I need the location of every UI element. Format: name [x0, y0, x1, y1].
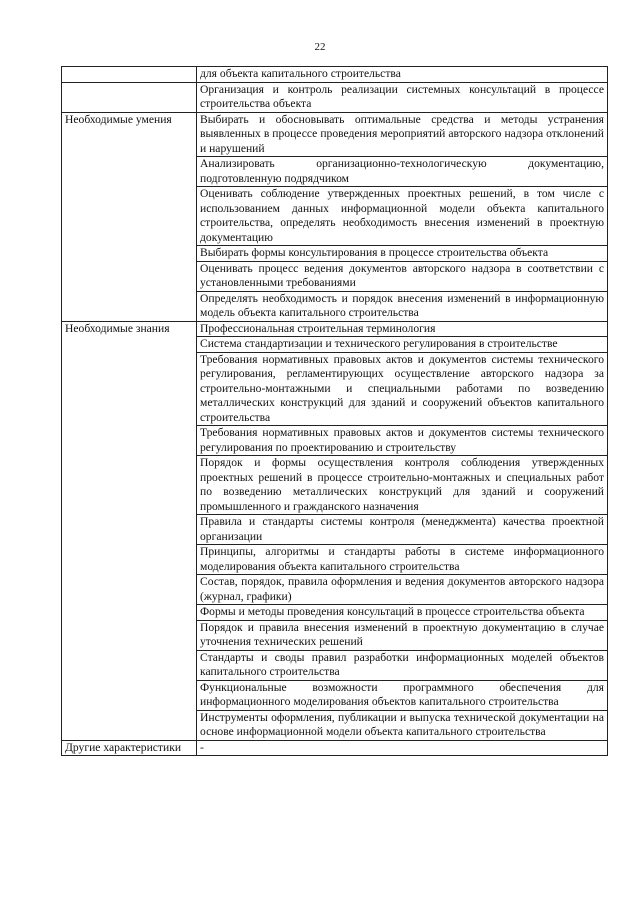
- knowledge-item: Профессиональная строительная терминология: [197, 321, 608, 337]
- competency-table: [61, 66, 608, 756]
- knowledge-item: Стандарты и своды правил разработки информационных моделей объектов капитального строительства: [197, 650, 608, 680]
- knowledge-item: Порядок и формы осуществления контроля соблюдения утвержденных проектных решений в процессе строительно-монтажных и специальных работ по возведению металлических конструкций для зданий и сооружений промышленного и гражданского назначения: [197, 456, 608, 515]
- knowledge-item: Порядок и правила внесения изменений в проектную документацию в случае уточнения технических решений: [197, 620, 608, 650]
- knowledge-item: Функциональные возможности программного обеспечения для информационного моделирования объектов капитального строительства: [197, 680, 608, 710]
- table-row: [62, 112, 608, 157]
- knowledge-item: Правила и стандарты системы контроля (менеджмента) качества проектной организации: [197, 515, 608, 545]
- table-row: [62, 740, 608, 756]
- skill-item: Анализировать организационно-технологическую документацию, подготовленную подрядчиком: [197, 157, 608, 187]
- knowledge-item: Требования нормативных правовых актов и документов системы технического регулирования, регламентирующих осуществление авторского надзора за строительно-монтажными и специальными работами по возведению металлических конструкций для зданий и сооружений объектов капитального строительства: [197, 352, 608, 426]
- empty-label-cell: [62, 82, 197, 112]
- other-value: -: [197, 740, 608, 756]
- skill-item: Оценивать соблюдение утвержденных проектных решений, в том числе с использованием данных информационной модели объекта капитального строительства, определять необходимость внесения изменений в проектную документацию: [197, 187, 608, 246]
- skill-item: Выбирать и обосновывать оптимальные средства и методы устранения выявленных в процессе проведения мероприятий авторского надзора отклонений и нарушений: [197, 112, 608, 157]
- empty-label-cell: [62, 67, 197, 83]
- skill-item: Выбирать формы консультирования в процессе строительства объекта: [197, 246, 608, 262]
- table-row: [62, 321, 608, 337]
- list-item: Организация и контроль реализации системных консультаций в процессе строительства объекта: [197, 82, 608, 112]
- knowledge-label: Необходимые знания: [62, 321, 197, 740]
- page-number: 22: [314, 41, 326, 53]
- table-row: [62, 67, 608, 83]
- knowledge-item: Система стандартизации и технического регулирования в строительстве: [197, 337, 608, 353]
- other-label: Другие характеристики: [62, 740, 197, 756]
- knowledge-item: Инструменты оформления, публикации и выпуска технической документации на основе информационной модели объекта капитального строительства: [197, 710, 608, 740]
- knowledge-item: Требования нормативных правовых актов и документов системы технического регулирования по проектированию и строительству: [197, 426, 608, 456]
- table-row: [62, 82, 608, 112]
- knowledge-item: Принципы, алгоритмы и стандарты работы в системе информационного моделирования объекта капитального строительства: [197, 545, 608, 575]
- skills-label: Необходимые умения: [62, 112, 197, 321]
- list-item: для объекта капитального строительства: [197, 67, 608, 83]
- skill-item: Определять необходимость и порядок внесения изменений в информационную модель объекта капитального строительства: [197, 291, 608, 321]
- knowledge-item: Состав, порядок, правила оформления и ведения документов авторского надзора (журнал, графики): [197, 575, 608, 605]
- skill-item: Оценивать процесс ведения документов авторского надзора в соответствии с установленными требованиями: [197, 261, 608, 291]
- knowledge-item: Формы и методы проведения консультаций в процессе строительства объекта: [197, 605, 608, 621]
